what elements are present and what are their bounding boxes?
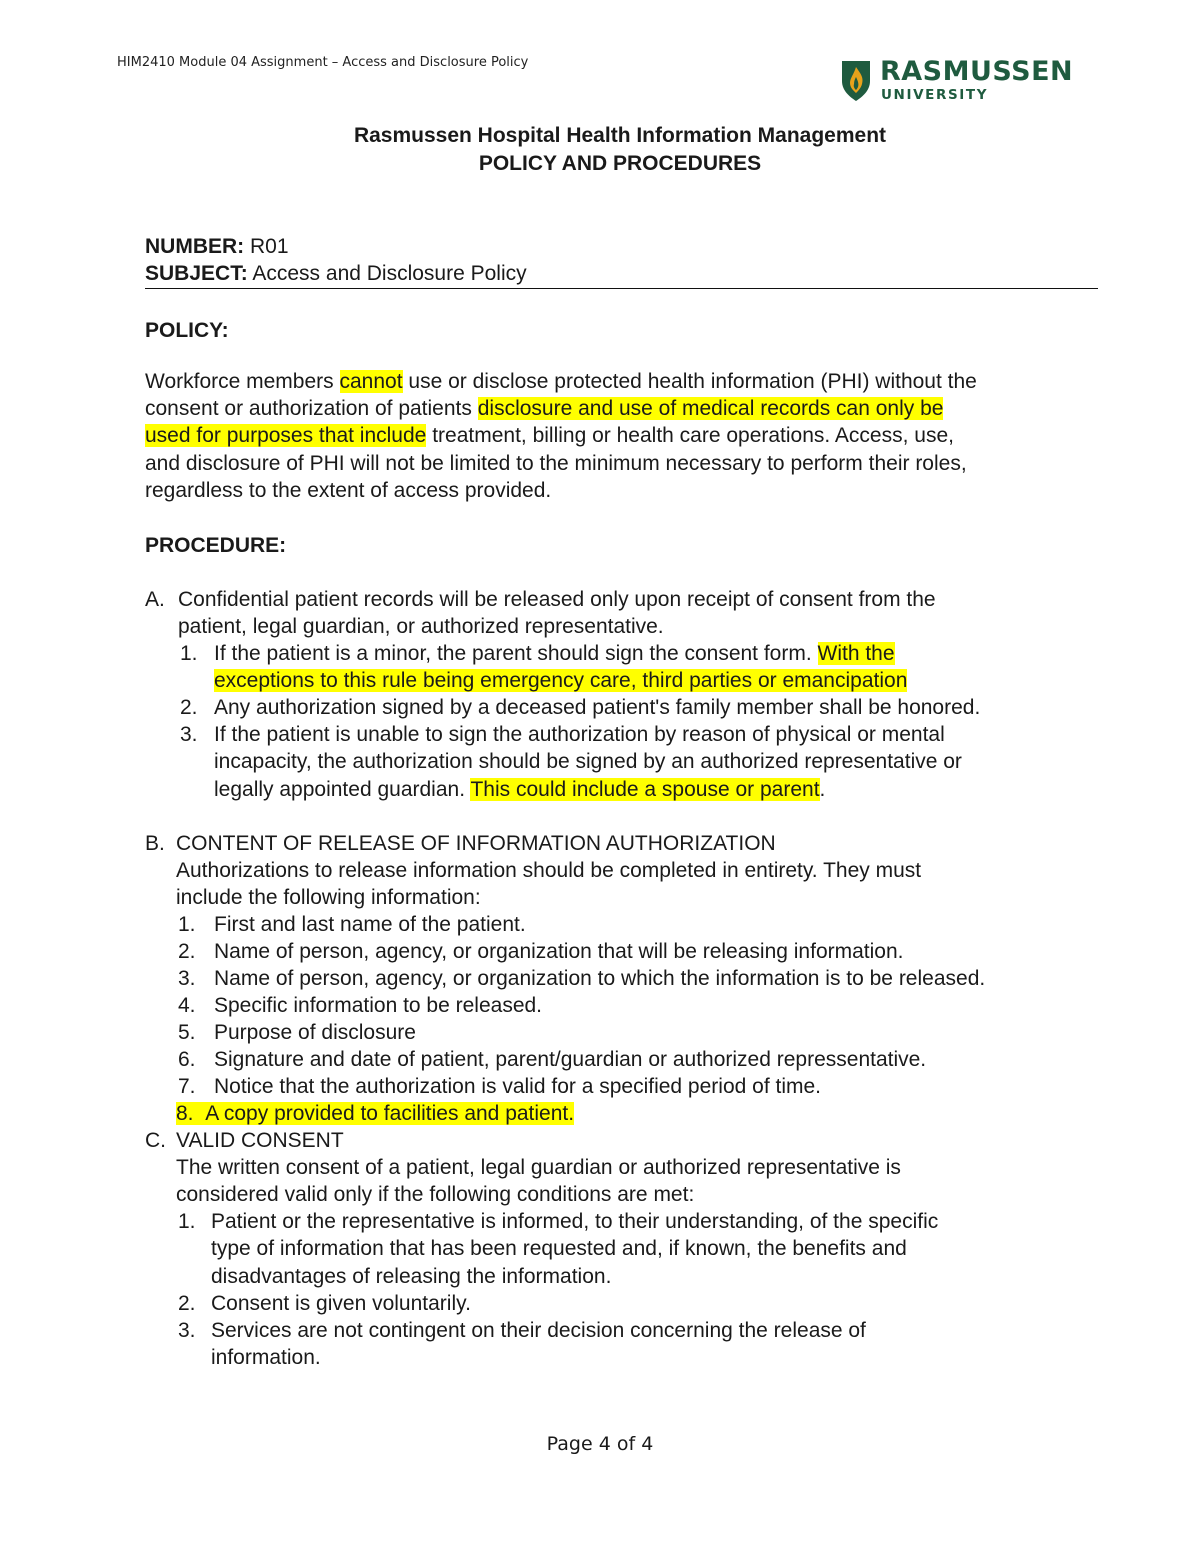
document-title: Rasmussen Hospital Health Information Management — [353, 124, 887, 147]
section-c-line-2: considered valid only if the following conditions are met: — [176, 1183, 695, 1206]
policy-text: treatment, billing or health care operations. Access, use, — [426, 424, 954, 447]
list-number: 2. — [178, 1292, 196, 1315]
policy-line-5: regardless to the extent of access provided. — [145, 479, 552, 502]
list-number: 8. — [176, 1102, 194, 1125]
list-item: Any authorization signed by a deceased patient's family member shall be honored. — [214, 696, 981, 719]
list-item-continuation: incapacity, the authorization should be signed by an authorized representative or — [214, 750, 962, 773]
policy-line-3 — [145, 422, 1105, 449]
section-b-heading: CONTENT OF RELEASE OF INFORMATION AUTHORIZATION — [176, 832, 776, 855]
policy-text: use or disclose protected health information (PHI) without the — [402, 370, 977, 393]
subject-line — [145, 260, 1105, 287]
policy-line-1 — [145, 368, 1105, 395]
logo-subtitle: UNIVERSITY — [881, 87, 989, 103]
list-number: 2. — [180, 696, 198, 719]
highlight: This could include a spouse or parent — [470, 778, 820, 801]
list-item: First and last name of the patient. — [214, 913, 526, 936]
list-item: Services are not contingent on their decision concerning the release of — [211, 1319, 866, 1342]
list-number: 1. — [178, 913, 196, 936]
section-c-heading: VALID CONSENT — [176, 1129, 344, 1152]
section-a-letter: A. — [145, 588, 165, 611]
list-item: Purpose of disclosure — [214, 1021, 416, 1044]
highlight: With the — [817, 642, 895, 665]
section-b-line-2: include the following information: — [176, 886, 481, 909]
list-item-continuation: information. — [211, 1346, 321, 1369]
list-number: 2. — [178, 940, 196, 963]
list-number: 7. — [178, 1075, 196, 1098]
section-a-line-2: patient, legal guardian, or authorized representative. — [178, 615, 664, 638]
page-current: 4 — [598, 1433, 611, 1455]
subject-label: SUBJECT: — [145, 262, 248, 285]
item-text: legally appointed guardian. — [214, 778, 471, 801]
list-item: If the patient is unable to sign the authorization by reason of physical or mental — [214, 723, 945, 746]
list-item: Notice that the authorization is valid for a specified period of time. — [214, 1075, 821, 1098]
highlighted-list-item — [176, 1100, 574, 1127]
list-number: 1. — [180, 642, 198, 665]
list-item: Name of person, agency, or organization to which the information is to be released. — [214, 967, 986, 990]
policy-text: consent or authorization of patients — [145, 397, 478, 420]
list-item-continuation: disadvantages of releasing the information. — [211, 1265, 612, 1288]
list-number: 3. — [178, 967, 196, 990]
policy-line-4: and disclosure of PHI will not be limited to the minimum necessary to perform their roles, — [145, 452, 967, 475]
highlight: cannot — [339, 370, 403, 393]
highlight: exceptions to this rule being emergency care, third parties or emancipation — [214, 669, 908, 692]
number-label: NUMBER: — [145, 235, 245, 258]
list-item: Name of person, agency, or organization that will be releasing information. — [214, 940, 904, 963]
subject-value: Access and Disclosure Policy — [247, 262, 527, 285]
list-number: 6. — [178, 1048, 196, 1071]
list-item — [214, 640, 895, 667]
page-total: 4 — [641, 1433, 654, 1455]
policy-text: Workforce members — [145, 370, 340, 393]
page-of: of — [610, 1433, 642, 1455]
highlight: used for purposes that include — [145, 424, 427, 447]
item-text: A copy provided to facilities and patient. — [205, 1102, 575, 1125]
page-number — [0, 1433, 1200, 1455]
document-header-label: HIM2410 Module 04 Assignment – Access and Disclosure Policy — [117, 55, 529, 70]
subject-divider — [145, 288, 1098, 289]
list-number: 1. — [178, 1210, 196, 1233]
list-item: Specific information to be released. — [214, 994, 543, 1017]
number-line — [145, 233, 1105, 260]
policy-line-2 — [145, 395, 1105, 422]
flame-shield-icon — [838, 57, 874, 103]
list-number: 3. — [178, 1319, 196, 1342]
list-number: 4. — [178, 994, 196, 1017]
procedure-heading: PROCEDURE: — [145, 534, 287, 557]
item-text: If the patient is a minor, the parent should sign the consent form. — [214, 642, 818, 665]
list-item: Patient or the representative is informed, to their understanding, of the specific — [211, 1210, 939, 1233]
highlight: disclosure and use of medical records can only be — [477, 397, 944, 420]
item-text: . — [819, 778, 826, 801]
section-b-letter: B. — [145, 832, 165, 855]
section-c-line-1: The written consent of a patient, legal guardian or authorized representative is — [176, 1156, 901, 1179]
list-item-continuation — [214, 776, 825, 803]
section-c-letter: C. — [145, 1129, 166, 1152]
list-item: Consent is given voluntarily. — [211, 1292, 471, 1315]
highlight — [176, 1102, 574, 1125]
section-a-line-1: Confidential patient records will be released only upon receipt of consent from the — [178, 588, 936, 611]
logo-name: RASMUSSEN — [880, 56, 1074, 87]
list-item-continuation: type of information that has been requested and, if known, the benefits and — [211, 1237, 907, 1260]
list-item: Signature and date of patient, parent/guardian or authorized repressentative. — [214, 1048, 927, 1071]
section-b-line-1: Authorizations to release information should be completed in entirety. They must — [176, 859, 922, 882]
page-prefix: Page — [546, 1433, 599, 1455]
number-value: R01 — [244, 235, 289, 258]
document-subtitle: POLICY AND PROCEDURES — [478, 152, 762, 175]
list-item-continuation — [214, 667, 907, 694]
list-number: 3. — [180, 723, 198, 746]
policy-heading: POLICY: — [145, 319, 229, 342]
list-number: 5. — [178, 1021, 196, 1044]
